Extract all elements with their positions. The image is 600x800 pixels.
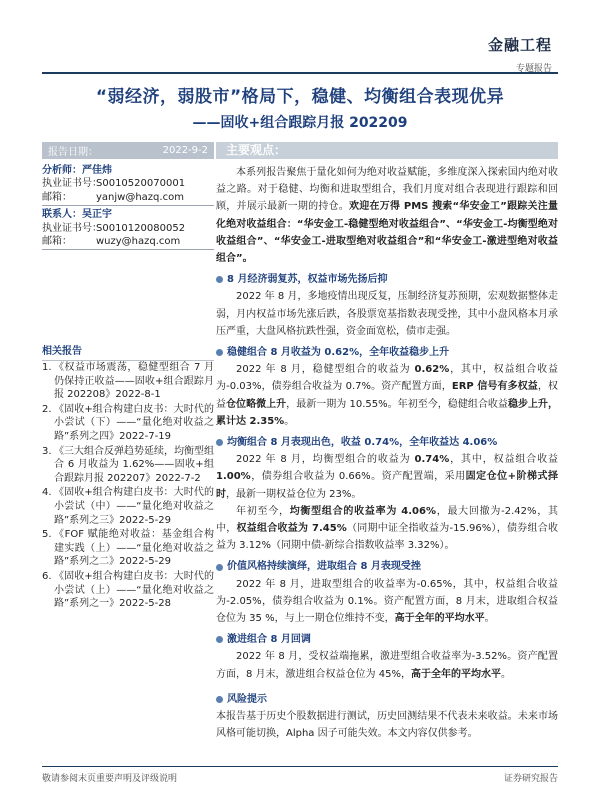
text-run: ，其中，权益组合收益为-0.03%，债券组合收益为 0.7%。资产配置方面， xyxy=(216,364,559,393)
related-report-item[interactable] xyxy=(42,445,214,486)
intro-highlight: 欢迎在万得 PMS 搜索“华安金工”跟踪关注量化绝对收益组合：“华安金工-稳健型绝对收益组合”、“华安金工-均衡型绝对收益组合”、“华安金工-进取型绝对收益组合”和“华安金工-激进型绝对收益组合”。 xyxy=(216,201,559,265)
section-paragraph: 2022 年 8 月，多地疫情出现反复，压制经济复苏预期，宏观数据整体走弱，月内权益市场先涨后跌，各股票宽基指数表现受挫，其中小盘风格本月承压严重，大盘风格抗跌性强，资金面宽松，债市走强。 xyxy=(216,291,558,337)
cert-row-1 xyxy=(42,177,214,190)
analyst-label: 分析师： xyxy=(42,165,82,176)
section-paragraph xyxy=(216,451,558,503)
highlight-value: 0.74% xyxy=(414,454,450,466)
contact-row xyxy=(42,208,214,221)
text-run: 。 xyxy=(284,415,295,427)
related-report-number: 6. xyxy=(42,570,52,582)
analyst-name: 严佳炜 xyxy=(82,165,112,176)
text-run: 。 xyxy=(484,613,495,625)
text-run: （同期中证全指收益为-15.96%），债券组合收益为 3.12%（同期中债-新综合指数收益率 3.32%）。 xyxy=(216,523,558,552)
date-label: 报告日期： xyxy=(48,147,98,158)
header-block xyxy=(488,34,552,74)
highlight-value: 0.62% xyxy=(414,364,450,376)
related-report-text: 《固收+组合构建白皮书：大时代的小尝试（中）——“量化绝对收益之路”系列之三》2022-5-29 xyxy=(54,487,214,526)
section-heading xyxy=(216,434,558,451)
related-report-number: 2. xyxy=(42,403,52,415)
related-report-text: 《固收+组合构建白皮书：大时代的小尝试（上）——“量化绝对收益之路”系列之一》2022-5-28 xyxy=(54,570,214,610)
text-run: ，最大回撤为-2.42%，其中， xyxy=(216,505,558,535)
date-bar xyxy=(42,142,214,159)
related-reports-list xyxy=(42,361,214,612)
email-address[interactable]: wuzy@hazq.com xyxy=(96,236,181,248)
footer-disclaimer: 敬请参阅末页重要声明及评级说明 xyxy=(42,774,178,784)
intro-paragraph xyxy=(216,164,558,267)
section-title: 风险提示 xyxy=(227,693,267,705)
contact-label: 联系人： xyxy=(42,209,82,221)
section-title: 均衡组合 8 月表现出色，收益 0.74%，全年收益达 4.06% xyxy=(227,437,498,449)
related-report-item[interactable] xyxy=(42,528,214,569)
section-paragraph xyxy=(216,576,558,628)
highlight-value: 高于全年的平均水平 xyxy=(410,668,501,680)
related-report-item[interactable] xyxy=(42,570,214,611)
related-report-item[interactable] xyxy=(42,403,214,444)
related-report-text: 《三大组合反弹趋势延续，均衡型组合 6 月收益为 1.62%——固收+组合跟踪月报 202207》2022-7-2 xyxy=(54,445,214,484)
text-run: ，权益 xyxy=(216,381,559,410)
highlight-value: 稳步上升，累计达 2.35% xyxy=(216,398,559,427)
text-run: 年初至今， xyxy=(236,505,290,517)
bullet-icon xyxy=(216,696,223,703)
bullet-icon xyxy=(216,564,223,571)
cert-label: 执业证书号： xyxy=(42,178,102,190)
section-paragraph xyxy=(216,503,558,555)
section-title: 激进组合 8 月回调 xyxy=(227,634,311,646)
section-title: 8 月经济弱复苏，权益市场先扬后抑 xyxy=(227,274,388,286)
cert-label: 执业证书号： xyxy=(42,222,102,234)
section-title: 稳健组合 8 月收益为 0.62%，全年收益稳步上升 xyxy=(227,347,450,359)
section-paragraph xyxy=(216,648,558,682)
text-run: 2022 年 8 月，均衡型组合的收益为 xyxy=(236,454,415,466)
bullet-icon xyxy=(216,276,223,283)
email-label: 邮箱： xyxy=(42,191,72,203)
text-run: ，债券组合收益为 0.66%。资产配置端，采用 xyxy=(250,471,466,483)
related-report-item[interactable] xyxy=(42,486,214,527)
cert-number: S0010520070001 xyxy=(96,178,186,190)
intro-text: 本系列报告聚焦于量化如何为绝对收益赋能，多维度深入探索国内绝对收益之路。对于稳健、均衡和进取型组合，我们月度对组合表现进行跟踪和回顾，并展示最新一期的持仓。 xyxy=(216,167,558,213)
main-content xyxy=(216,164,558,743)
email-row-1 xyxy=(42,191,214,204)
text-run: 2022 年 8 月，稳健型组合的收益为 xyxy=(236,364,415,376)
text-run: ，最新一期为 10.55%。年初至今，稳健组合收益 xyxy=(286,398,508,410)
section-heading xyxy=(216,344,558,361)
related-report-number: 1. xyxy=(42,362,52,373)
related-report-number: 5. xyxy=(42,529,52,541)
risk-paragraph: 本报告基于历史个股数据进行测试，历史回测结果不代表未来收益。未来市场风格可能切换，Alpha 因子可能失效。本文内容仅供参考。 xyxy=(216,711,558,740)
contact-name: 吴正宇 xyxy=(82,209,112,221)
page-footer xyxy=(42,766,558,784)
report-title: “弱经济，弱股市”格局下，稳健、均衡组合表现优异 xyxy=(95,87,505,107)
divider xyxy=(42,205,214,206)
related-report-number: 3. xyxy=(42,445,52,457)
header-divider xyxy=(42,72,558,74)
highlight-value: 固定仓位+阶梯式择时 xyxy=(216,471,558,500)
section-heading xyxy=(216,558,558,575)
bullet-icon xyxy=(216,439,223,446)
text-run: 。 xyxy=(500,668,511,680)
footer-label: 证券研究报告 xyxy=(503,774,558,784)
highlight-value: 高于全年的平均水平 xyxy=(394,613,485,625)
text-run: ，最新一期权益仓位为 23%。 xyxy=(226,488,362,500)
email-label: 邮箱： xyxy=(42,236,72,248)
highlight-value: ERP 信号有多权益 xyxy=(451,381,538,393)
report-type: 专题报告 xyxy=(515,64,552,74)
cert-row-2 xyxy=(42,222,214,235)
report-subtitle: ——固收+组合跟踪月报 202209 xyxy=(192,115,408,131)
brand-title: 金融工程 xyxy=(487,36,552,54)
highlight-value: 权益组合收益为 7.45% xyxy=(236,523,347,535)
risk-heading xyxy=(216,691,558,708)
related-report-text: 《固收+组合构建白皮书：大时代的小尝试（下）——“量化绝对收益之路”系列之四》2022-7-19 xyxy=(54,403,214,442)
bullet-icon xyxy=(216,636,223,643)
analyst-info xyxy=(42,164,214,252)
related-report-text: 《FOF 赋能绝对收益：基金组合构建实践（上）——“量化绝对收益之路”系列之二》2022-5-29 xyxy=(54,529,214,568)
section-title: 价值风格持续演绎，进取组合 8 月表现受挫 xyxy=(227,561,421,573)
key-views-title: 主要观点： xyxy=(226,143,287,157)
email-address[interactable]: yanjw@hazq.com xyxy=(96,191,184,203)
related-reports-heading: 相关报告 xyxy=(42,342,214,361)
related-report-text: 《权益市场震荡，稳健型组合 7 月仍保持正收益——固收+组合跟踪月报 202208》2022-8-1 xyxy=(54,362,214,401)
related-report-number: 4. xyxy=(42,487,52,499)
text-run: 2022 年 8 月，受权益端拖累，激进型组合收益率为-3.52%。资产配置方面，8 月末，激进组合权益仓位为 45%， xyxy=(216,651,558,680)
text-run: ，其中，权益组合收益 xyxy=(449,454,559,466)
report-date: 2022-9-2 xyxy=(162,145,208,156)
related-report-item[interactable] xyxy=(42,361,214,402)
analyst-row xyxy=(42,164,214,177)
text-run: 2022 年 8 月，进取型组合的收益率为-0.65%，其中，权益组合收益为-2.05%，债券组合收益为 0.1%。资产配置方面，8 月末，进取组合权益仓位为 35 %，与上一期仓位维持不变， xyxy=(216,578,558,625)
cert-number: S0010120080052 xyxy=(96,222,186,234)
highlight-value: 1.00% xyxy=(216,471,251,483)
highlight-value: 均衡型组合的收益率为 4.06% xyxy=(289,505,436,517)
section-paragraph xyxy=(216,361,558,430)
highlight-value: 仓位略微上升 xyxy=(226,398,287,410)
email-row-2 xyxy=(42,235,214,248)
divider xyxy=(42,249,214,250)
bullet-icon xyxy=(216,349,223,356)
section-heading xyxy=(216,631,558,648)
section-heading xyxy=(216,271,558,288)
